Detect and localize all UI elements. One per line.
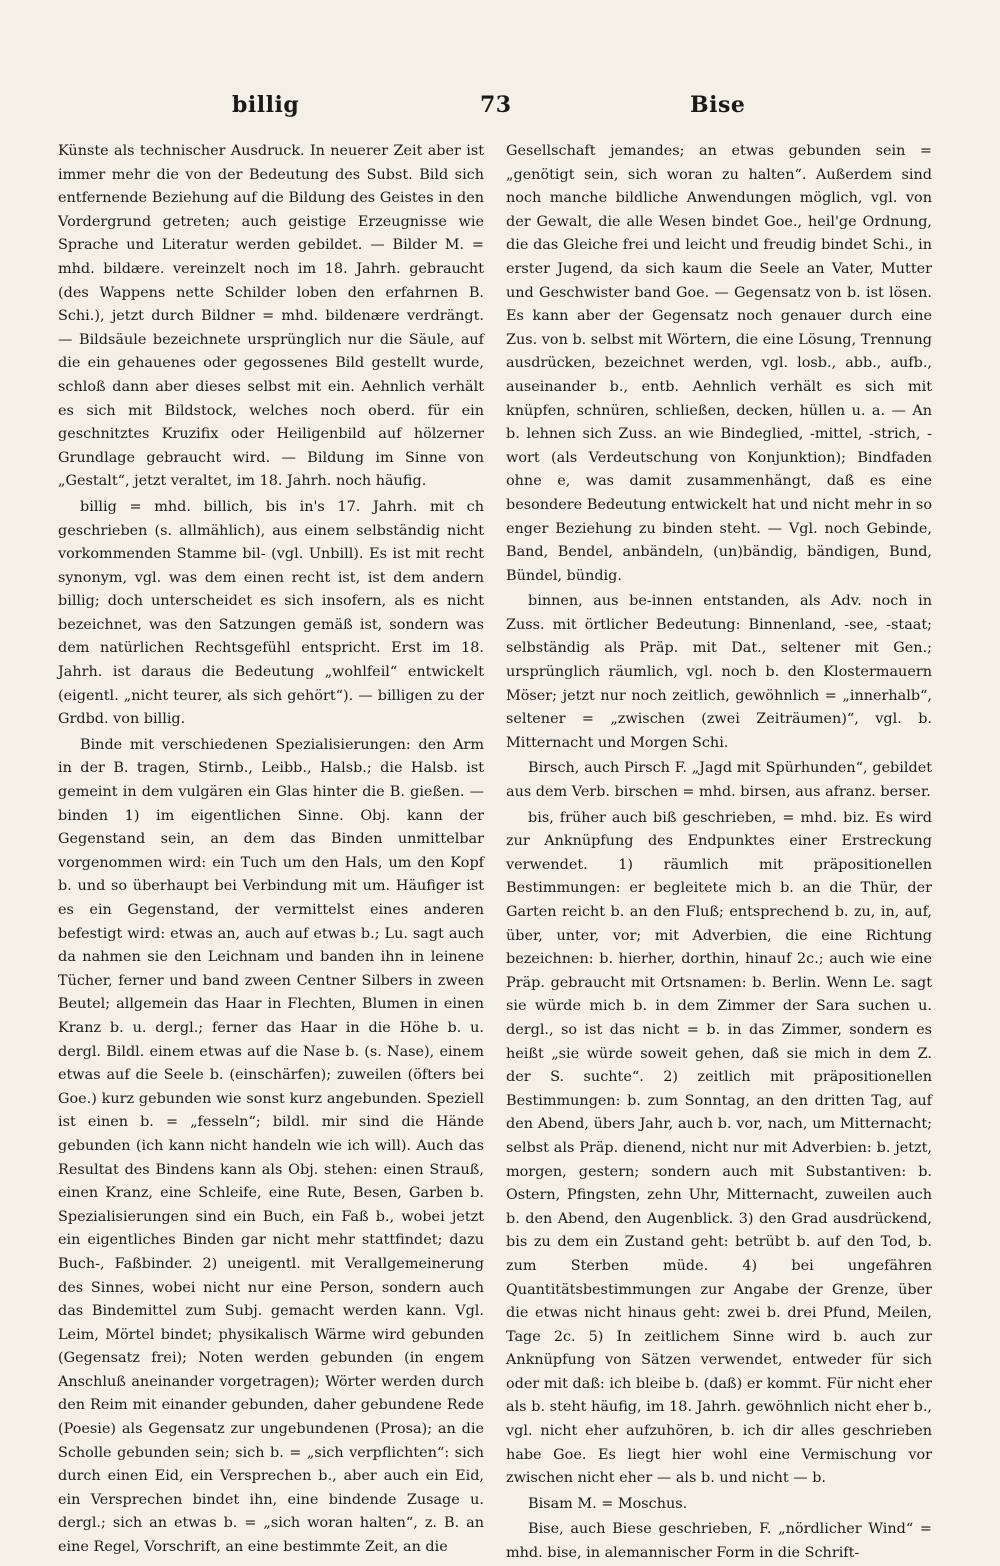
- entry-continuation: Künste als technischer Ausdruck. In neuerer Zeit aber ist immer mehr die von der Bedeutung des Subst. Bild sich entfernende Beziehung auf die Bildung des Geistes in den Vordergrund getreten; auch geistige Erzeugnisse wie Sprache und Literatur werden gebildet. — Bilder M. = mhd. bildære. vereinzelt noch im 18. Jahrh. gebraucht (des Wappens nette Schilder loben den erfahrnen B. Schi.), jetzt durch Bildner = mhd. bildenære verdrängt. — Bildsäule bezeichnete ursprünglich nur die Säule, auf die ein gehauenes oder gegossenes Bild gestellt wurde, schloß dann aber dieses selbst mit ein. Aehnlich verhält es sich mit Bildstock, welches noch oberd. für ein geschnitztes Kruzifix oder Heiligenbild auf hölzerner Grundlage gebraucht wird. — Bildung im Sinne von „Gestalt“, jetzt veraltet, im 18. Jahrh. noch häufig.: [58, 143, 484, 490]
- entry-bisam: Bisam M. = Moschus.: [528, 1495, 688, 1512]
- entry-billig: billig = mhd. billich, bis in's 17. Jahrh. mit ch geschrieben (s. allmählich), aus einem selbständig nicht vorkommenden Stamme bil- (vgl. Unbill). Es ist mit recht synonym, vgl. was dem einen recht ist, ist dem andern billig; doch unterscheidet es sich insofern, als es nicht bezeichnet, was den Satzungen gemäß ist, sondern was dem natürlichen Rechtsgefühl entspricht. Erst im 18. Jahrh. ist daraus die Bedeutung „wohlfeil“ entwickelt (eigentl. „nicht teurer, als sich gehört“). — billigen zu der Grdbd. von billig.: [58, 498, 484, 728]
- entry-binnen: binnen, aus be-innen entstanden, als Adv. noch in Zuss. mit örtlicher Bedeutung: Binnenland, -see, -staat; selbständig als Präp. mit Dat., seltener mit Gen.; ursprünglich räumlich, vgl. noch b. den Klostermauern Möser; jetzt nur noch zeitlich, gewöhnlich = „innerhalb“, seltener = „zwischen (zwei Zeiträumen)“, vgl. b. Mitternacht und Morgen Schi.: [506, 593, 932, 751]
- entry-binde: Binde mit verschiedenen Spezialisierungen: den Arm in der B. tragen, Stirnb., Leibb., Halsb.; die Halsb. ist gemeint in dem vulgären ein Glas hinter die B. gießen. — binden 1) im eigentlichen Sinne. Obj. kann der Gegenstand sein, an dem das Binden unmittelbar vorgenommen wird: ein Tuch um den Hals, um den Kopf b. und so überhaupt bei Verbindung mit um. Häufiger ist es ein Gegenstand, der vermittelst eines anderen befestigt wird: etwas an, auch auf etwas b.; Lu. sagt auch da nahmen sie den Leichnam und banden ihn in leinene Tücher, ferner und band zween Centner Silbers in zween Beutel; allgemein das Haar in Flechten, Blumen in einen Kranz b. u. dergl.; ferner das Haar in die Höhe b. u. dergl. Bildl. einem etwas auf die Nase b. (s. Nase), einem etwas auf die Seele b. (einschärfen); zuweilen (öfters bei Goe.) kurz gebunden wie sonst kurz angebunden. Speziell ist einen b. = „fesseln“; bildl. mir sind die Hände gebunden (ich kann nicht handeln wie ich will). Auch das Resultat des Bindens kann als Obj. stehen: einen Strauß, einen Kranz, eine Schleife, eine Rute, Besen, Garben b. Spezialisierungen sind ein Buch, ein Faß b., wobei jetzt ein eigentliches Binden gar nicht mehr stattfindet; dazu Buch-, Faßbinder. 2) uneigentl. mit Verallgemeinerung des Sinnes, wobei nicht nur eine Person, sondern auch das Bindemittel zum Subj. gemacht werden kann. Vgl. Leim, Mörtel bindet; physikalisch Wärme wird gebunden (Gegensatz frei); Noten werden gebunden (in engem Anschluß aneinander vorgetragen); Wörter werden durch den Reim mit einander gebunden, daher gebundene Rede (Poesie) als Gegensatz zur ungebundenen (Prosa); an die Scholle gebunden sein; sich b. = „sich verpflichten“: sich durch einen Eid, ein Versprechen b., aber auch ein Eid, ein Versprechen bindet ihn, eine bindende Zusage u. dergl.; sich an etwas b. = „sich woran halten“, z. B. an eine Regel, Vorschrift, an eine bestimmte Zeit, an die: [58, 736, 484, 1556]
- page-number: 73: [480, 92, 512, 118]
- entry-birsch: Birsch, auch Pirsch F. „Jagd mit Spürhunden“, gebildet aus dem Verb. birschen = mhd. birsen, aus afranz. berser.: [506, 760, 932, 801]
- left-column: [58, 140, 484, 1556]
- running-head-left: billig: [232, 92, 300, 118]
- entry-continuation: Gesellschaft jemandes; an etwas gebunden sein = „genötigt sein, sich woran zu halten“. Außerdem sind noch manche bildliche Anwendungen möglich, vgl. von der Gewalt, die alle Wesen bindet Goe., heil'ge Ordnung, die das Gleiche frei und leicht und freudig bindet Schi., in erster Jugend, da sich kaum die Seele an Vater, Mutter und Geschwister band Goe. — Gegensatz von b. ist lösen. Es kann aber der Gegensatz noch genauer durch eine Zus. von b. selbst mit Wörtern, die eine Lösung, Trennung ausdrücken, bezeichnet werden, vgl. losb., abb., aufb., auseinander b., entb. Aehnlich verhält es sich mit knüpfen, schnüren, schließen, decken, hüllen u. a. — An b. lehnen sich Zuss. an wie Bindeglied, -mittel, -strich, -wort (als Verdeutschung von Konjunktion); Bindfaden ohne e, was damit zusammenhängt, daß es eine besondere Bedeutung entwickelt hat und nicht mehr in so enger Beziehung zu binden steht. — Vgl. noch Gebinde, Band, Bendel, anbändeln, (un)bändig, bändigen, Bund, Bündel, bündig.: [506, 143, 932, 584]
- running-head-right: Bise: [690, 92, 746, 118]
- right-column: [506, 140, 932, 1562]
- entry-bis: bis, früher auch biß geschrieben, = mhd. biz. Es wird zur Anknüpfung des Endpunktes einer Erstreckung verwendet. 1) räumlich mit präpositionellen Bestimmungen: er begleitete mich b. an die Thür, der Garten reicht b. an den Fluß; entsprechend b. zu, in, auf, über, unter, vor; mit Adverbien, die eine Richtung bezeichnen: b. hierher, dorthin, hinauf 2c.; auch wie eine Präp. gebraucht mit Ortsnamen: b. Berlin. Wenn Le. sagt sie würde mich b. in dem Zimmer der Sara suchen u. dergl., so ist das nicht = b. in das Zimmer, sondern es heißt „sie würde soweit gehen, daß sie mich in dem Z. der S. suchte“. 2) zeitlich mit präpositionellen Bestimmungen: b. zum Sonntag, an den dritten Tag, auf den Abend, übers Jahr, auch b. vor, nach, um Mitternacht; selbst als Präp. dienend, nicht nur mit Adverbien: b. jetzt, morgen, gestern; sondern auch mit Substantiven: b. Ostern, Pfingsten, zehn Uhr, Mitternacht, zuweilen auch b. den Abend, den Augenblick. 3) den Grad ausdrückend, bis zu dem ein Zustand geht: betrübt b. auf den Tod, b. zum Sterben müde. 4) bei ungefähren Quantitätsbestimmungen zur Angabe der Grenze, über die etwas nicht hinaus geht: zwei b. drei Pfund, Meilen, Tage 2c. 5) In zeitlichem Sinne wird b. auch zur Anknüpfung von Sätzen verwendet, entweder für sich oder mit daß: ich bleibe b. (daß) er kommt. Für nicht eher als b. steht häufig, im 18. Jahrh. gewöhnlich nicht eher b., vgl. nicht eher aufzuhören, b. ich dir alles geschrieben habe Goe. Es liegt hier wohl eine Vermischung vor zwischen nicht eher — als b. und nicht — b.: [506, 809, 932, 1487]
- entry-bise: Bise, auch Biese geschrieben, F. „nördlicher Wind“ = mhd. bise, in alemannischer Form in die Schrift-: [506, 1521, 932, 1562]
